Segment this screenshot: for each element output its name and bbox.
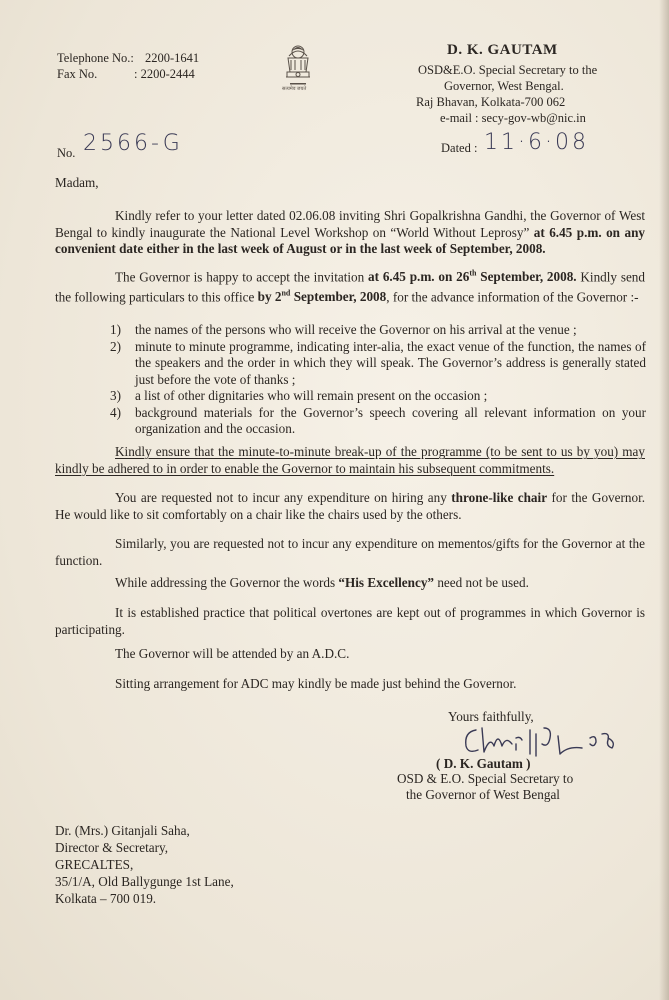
email-line: e-mail : secy-gov-wb@nic.in xyxy=(440,111,586,125)
recipient-line: 35/1/A, Old Ballygunge 1st Lane, xyxy=(55,874,234,889)
paragraph9-text: Sitting arrangement for ADC may kindly be made just behind the Governor. xyxy=(115,676,517,691)
recipient-address xyxy=(55,822,234,907)
officer-name: D. K. GAUTAM xyxy=(447,42,558,58)
paragraph-seating xyxy=(55,676,645,693)
paragraph4-part1: You are requested not to incur any expenditure on hiring any xyxy=(115,490,447,505)
dated-value: 11·6·08 xyxy=(484,130,589,155)
signatory-designation-1: OSD & E.O. Special Secretary to xyxy=(397,771,574,786)
signatory-designation-2: the Governor of West Bengal xyxy=(406,787,560,802)
emblem-caption: सत्यमेव जयते xyxy=(282,87,307,92)
designation-line-1: OSD&E.O. Special Secretary to the xyxy=(418,63,598,77)
reference-no-label: No. xyxy=(57,146,76,160)
paragraph2-bold1: at 6.45 p.m. on 26th September, 2008. xyxy=(368,269,577,285)
dated-label: Dated : xyxy=(441,141,478,155)
paragraph-political-overtones xyxy=(55,605,645,638)
reference-no-value: 2566-G xyxy=(83,131,183,156)
telephone-value: 2200-1641 xyxy=(145,51,200,65)
list-item: 4) background materials for the Governor’s speech covering all relevant information on your organization and the occasion. xyxy=(110,404,646,436)
fax-label: Fax No. xyxy=(57,67,98,81)
paragraph-acceptance xyxy=(55,266,645,306)
paragraph-throne-chair xyxy=(55,490,645,523)
paragraph2-part2: Kindly send the following particulars to this office xyxy=(55,269,645,305)
paragraph1-text: Kindly refer to your letter dated 02.06.08 inviting Shri Gopalkrishna Gandhi, the Governor of West Bengal to kindly inaugurate the National Level Workshop on “World Without Leprosy” xyxy=(55,208,645,240)
recipient-line: Kolkata – 700 019. xyxy=(55,891,157,906)
signature-date xyxy=(597,738,601,739)
yours-faithfully: Yours faithfully, xyxy=(448,709,534,724)
list-item: 3) a list of other dignitaries who will remain present on the occasion ; xyxy=(110,388,488,403)
recipient-line: Dr. (Mrs.) Gitanjali Saha, xyxy=(55,823,190,838)
paragraph8-text: The Governor will be attended by an A.D.C. xyxy=(115,646,350,661)
paragraph-adc xyxy=(55,646,645,663)
fax-value: : 2200-2444 xyxy=(134,67,195,81)
signatory-name: ( D. K. Gautam ) xyxy=(436,756,531,771)
particulars-list xyxy=(110,322,646,438)
paragraph4-part2: for the Governor. He would like to sit comfortably on a chair like the chairs used by the others. xyxy=(55,490,646,522)
telephone-label: Telephone No.: xyxy=(57,51,134,65)
paragraph-invitation-reference xyxy=(55,208,645,258)
paragraph6-part1: While addressing the Governor the words xyxy=(115,575,336,590)
recipient-line: GRECALTES, xyxy=(55,857,134,872)
address-line: Raj Bhavan, Kolkata-700 062 xyxy=(416,95,566,109)
paragraph6-bold: “His Excellency” xyxy=(338,575,435,590)
paragraph5-text: Similarly, you are requested not to incur any expenditure on mementos/gifts for the Governor at the function. xyxy=(55,536,645,568)
paragraph3-text: Kindly ensure that the minute-to-minute break-up of the programme (to be sent to us by you) may kindly be adhered to in order to enable the Governor to maintain his subsequent commitments. xyxy=(55,444,645,476)
paragraph-adherence-note xyxy=(55,444,645,477)
list-item: 2) minute to minute programme, indicating inter-alia, the exact venue of the function, the names of the speakers and the order in which they will speak. The Governor’s address is generally stated just before the vote of thanks ; xyxy=(110,338,646,387)
paper-edge-shadow xyxy=(659,0,669,1000)
paragraph-his-excellency xyxy=(55,575,645,592)
paragraph-mementos xyxy=(55,536,645,569)
paragraph7-text: It is established practice that political overtones are kept out of programmes in which Governor is participating. xyxy=(55,605,645,637)
paragraph2-part1: The Governor is happy to accept the invitation xyxy=(115,269,365,285)
paragraph4-bold: throne-like chair xyxy=(451,490,548,505)
salutation: Madam, xyxy=(55,175,99,190)
paragraph6-part2: need not be used. xyxy=(437,575,529,590)
paragraph1-bold: at 6.45 p.m. on any convenient date either in the last week of August or in the last week of September, 2008. xyxy=(55,224,645,256)
recipient-line: Director & Secretary, xyxy=(55,840,169,855)
designation-line-2: Governor, West Bengal. xyxy=(444,79,564,93)
paragraph2-bold2: by 2nd September, 2008 xyxy=(257,288,387,305)
list-item: 1) the names of the persons who will receive the Governor on his arrival at the venue ; xyxy=(110,322,577,337)
paragraph2-part3: , for the advance information of the Governor :- xyxy=(386,289,639,305)
